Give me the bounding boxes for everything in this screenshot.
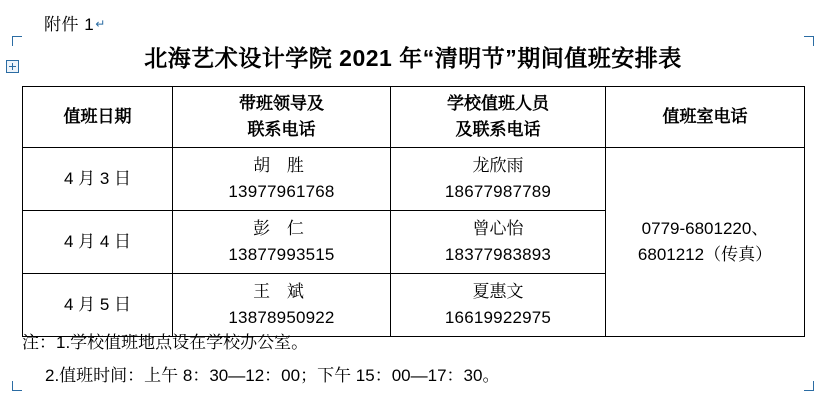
margin-mark-bottom-left: [12, 381, 22, 391]
duty-room-phone-line1: 0779-6801220、: [641, 218, 769, 238]
note-line-2: 2.值班时间：上午 8：30—12：00；下午 15：00—17：30。: [45, 366, 500, 385]
cell-leader-2: [173, 211, 391, 274]
leader-phone-1: 13977961768: [228, 182, 335, 201]
page-title: 北海艺术设计学院 2021 年“清明节”期间值班安排表: [144, 45, 682, 71]
header-staff-line2: 及联系电话: [455, 120, 541, 139]
cell-date-2: 4 月 4 日: [23, 211, 173, 274]
staff-phone-3: 16619922975: [444, 308, 552, 327]
staff-phone-2: 18377983893: [444, 245, 552, 264]
header-cell-leader: [173, 87, 391, 148]
staff-name-1: 龙欣雨: [472, 155, 524, 175]
header-cell-duty-room-phone: 值班室电话: [606, 87, 805, 148]
cell-date-1: 4 月 3 日: [23, 148, 173, 211]
header-staff-line1: 学校值班人员: [447, 93, 549, 113]
duty-room-phone-line2: 6801212（传真）: [637, 245, 773, 264]
staff-phone-1: 18677987789: [444, 182, 552, 201]
cell-duty-room-phone: [606, 148, 805, 337]
leader-name-1: 胡 胜: [253, 155, 310, 175]
note-line-1: 注：1.学校值班地点设在学校办公室。: [22, 333, 309, 352]
header-cell-staff: [391, 87, 606, 148]
leader-name-3: 王 斌: [253, 281, 310, 301]
leader-phone-2: 13877993515: [228, 245, 335, 264]
cell-staff-2: [391, 211, 606, 274]
duty-schedule-table: [22, 86, 805, 337]
header-leader-line1: 带班领导及: [239, 93, 324, 113]
attachment-label-text: 附件 1: [44, 15, 95, 34]
attachment-label: [44, 10, 106, 35]
table-header-row: [23, 87, 805, 148]
header-cell-date: 值班日期: [23, 87, 173, 148]
cell-leader-1: [173, 148, 391, 211]
staff-name-2: 曾心怡: [472, 218, 524, 238]
notes-section: [22, 328, 812, 394]
paragraph-mark-icon: ↵: [95, 17, 106, 31]
cell-staff-1: [391, 148, 606, 211]
table-row: [23, 148, 805, 211]
header-leader-line2: 联系电话: [247, 120, 316, 139]
leader-name-2: 彭 仁: [253, 218, 310, 238]
leader-phone-3: 13878950922: [228, 308, 335, 327]
cell-date-3: 4 月 5 日: [23, 274, 173, 337]
staff-name-3: 夏惠文: [472, 281, 524, 301]
